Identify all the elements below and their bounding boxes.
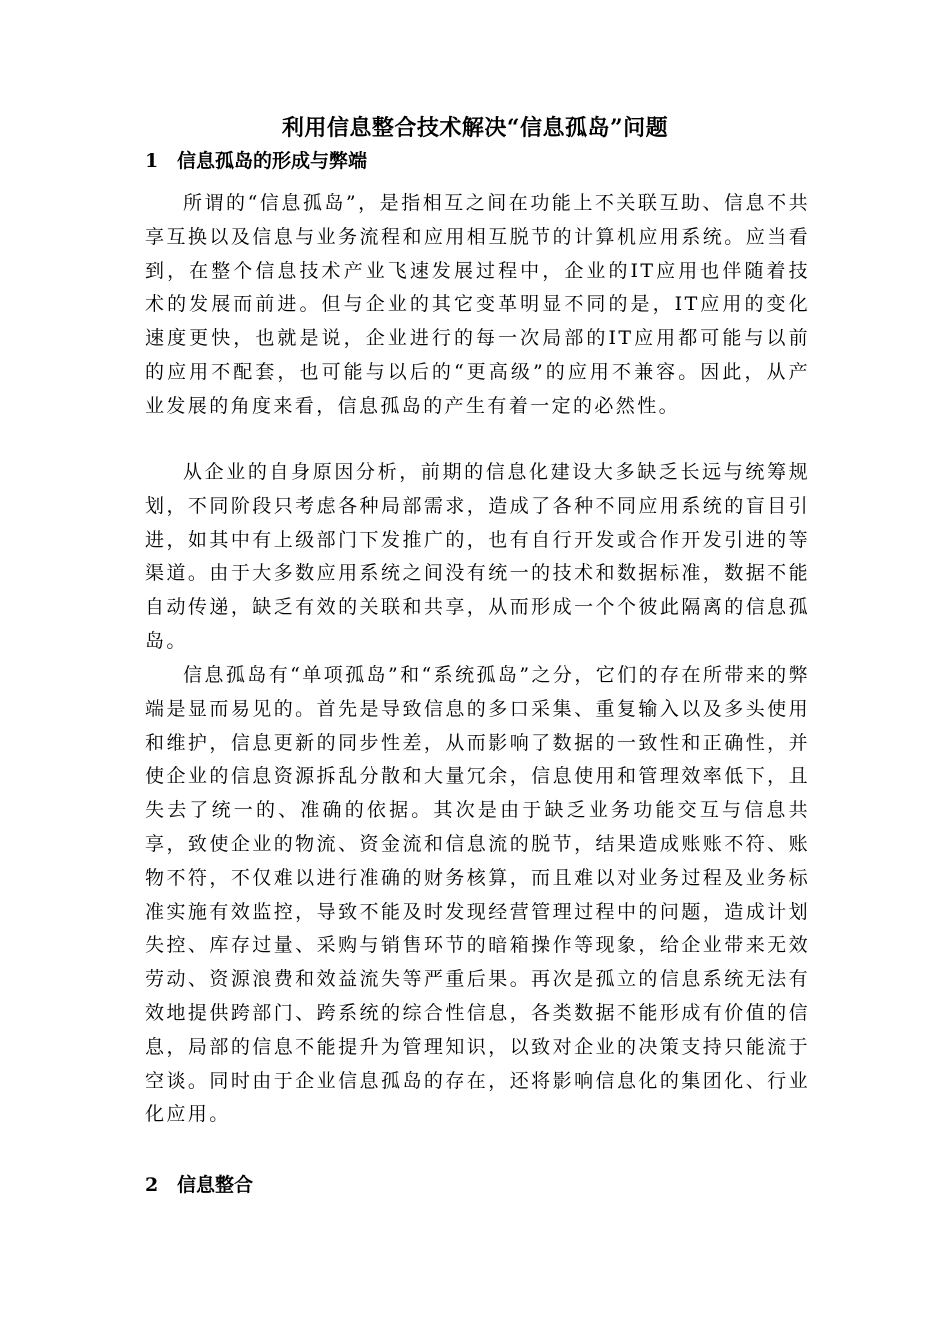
paragraph-block bbox=[145, 456, 810, 659]
section-number: 1 bbox=[145, 150, 159, 172]
section-heading bbox=[145, 1170, 253, 1200]
paragraph: 信息孤岛有“单项孤岛”和“系统孤岛”之分，它们的存在所带来的弊端是显而易见的。首先是导致信息的多口采集、重复输入以及多头使用和维护，信息更新的同步性差，从而影响了数据的一致性和正确性，并使企业的信息资源拆乱分散和大量冗余，信息使用和管理效率低下，且失去了统一的、准确的依据。其次是由于缺乏业务功能交互与信息共享，致使企业的物流、资金流和信息流的脱节，结果造成账账不符、账物不符，不仅难以进行准确的财务核算，而且难以对业务过程及业务标准实施有效监控，导致不能及时发现经营管理过程中的问题，造成计划失控、库存过量、采购与销售环节的暗箱操作等现象，给企业带来无效劳动、资源浪费和效益流失等严重后果。再次是孤立的信息系统无法有效地提供跨部门、跨系统的综合性信息，各类数据不能形成有价值的信息，局部的信息不能提升为管理知识，以致对企业的决策支持只能流于空谈。同时由于企业信息孤岛的存在，还将影响信息化的集团化、行业化应用。 bbox=[145, 664, 810, 1126]
paragraph: 所谓的“信息孤岛”，是指相互之间在功能上不关联互助、信息不共享互换以及信息与业务流程和应用相互脱节的计算机应用系统。应当看到，在整个信息技术产业飞速发展过程中，企业的IT应用也伴随着技术的发展而前进。但与企业的其它变革明显不同的是，IT应用的变化速度更快，也就是说，企业进行的每一次局部的IT应用都可能与以前的应用不配套，也可能与以后的“更高级”的应用不兼容。因此，从产业发展的角度来看，信息孤岛的产生有着一定的必然性。 bbox=[145, 192, 810, 417]
paragraph-block bbox=[145, 187, 810, 424]
section-number: 2 bbox=[145, 1174, 159, 1196]
paragraph: 从企业的自身原因分析，前期的信息化建设大多缺乏长远与统筹规划，不同阶段只考虑各种局部需求，造成了各种不同应用系统的盲目引进，如其中有上级部门下发推广的，也有自行开发或合作开发引进的等渠道。由于大多数应用系统之间没有统一的技术和数据标准，数据不能自动传递，缺乏有效的关联和共享，从而形成一个个彼此隔离的信息孤岛。 bbox=[145, 461, 810, 652]
section-heading bbox=[145, 146, 367, 176]
section-heading-text: 信息整合 bbox=[177, 1174, 254, 1196]
paragraph-block bbox=[145, 659, 810, 1132]
document-title: 利用信息整合技术解决“信息孤岛”问题 bbox=[281, 115, 669, 141]
section-heading-text: 信息孤岛的形成与弊端 bbox=[177, 150, 368, 172]
